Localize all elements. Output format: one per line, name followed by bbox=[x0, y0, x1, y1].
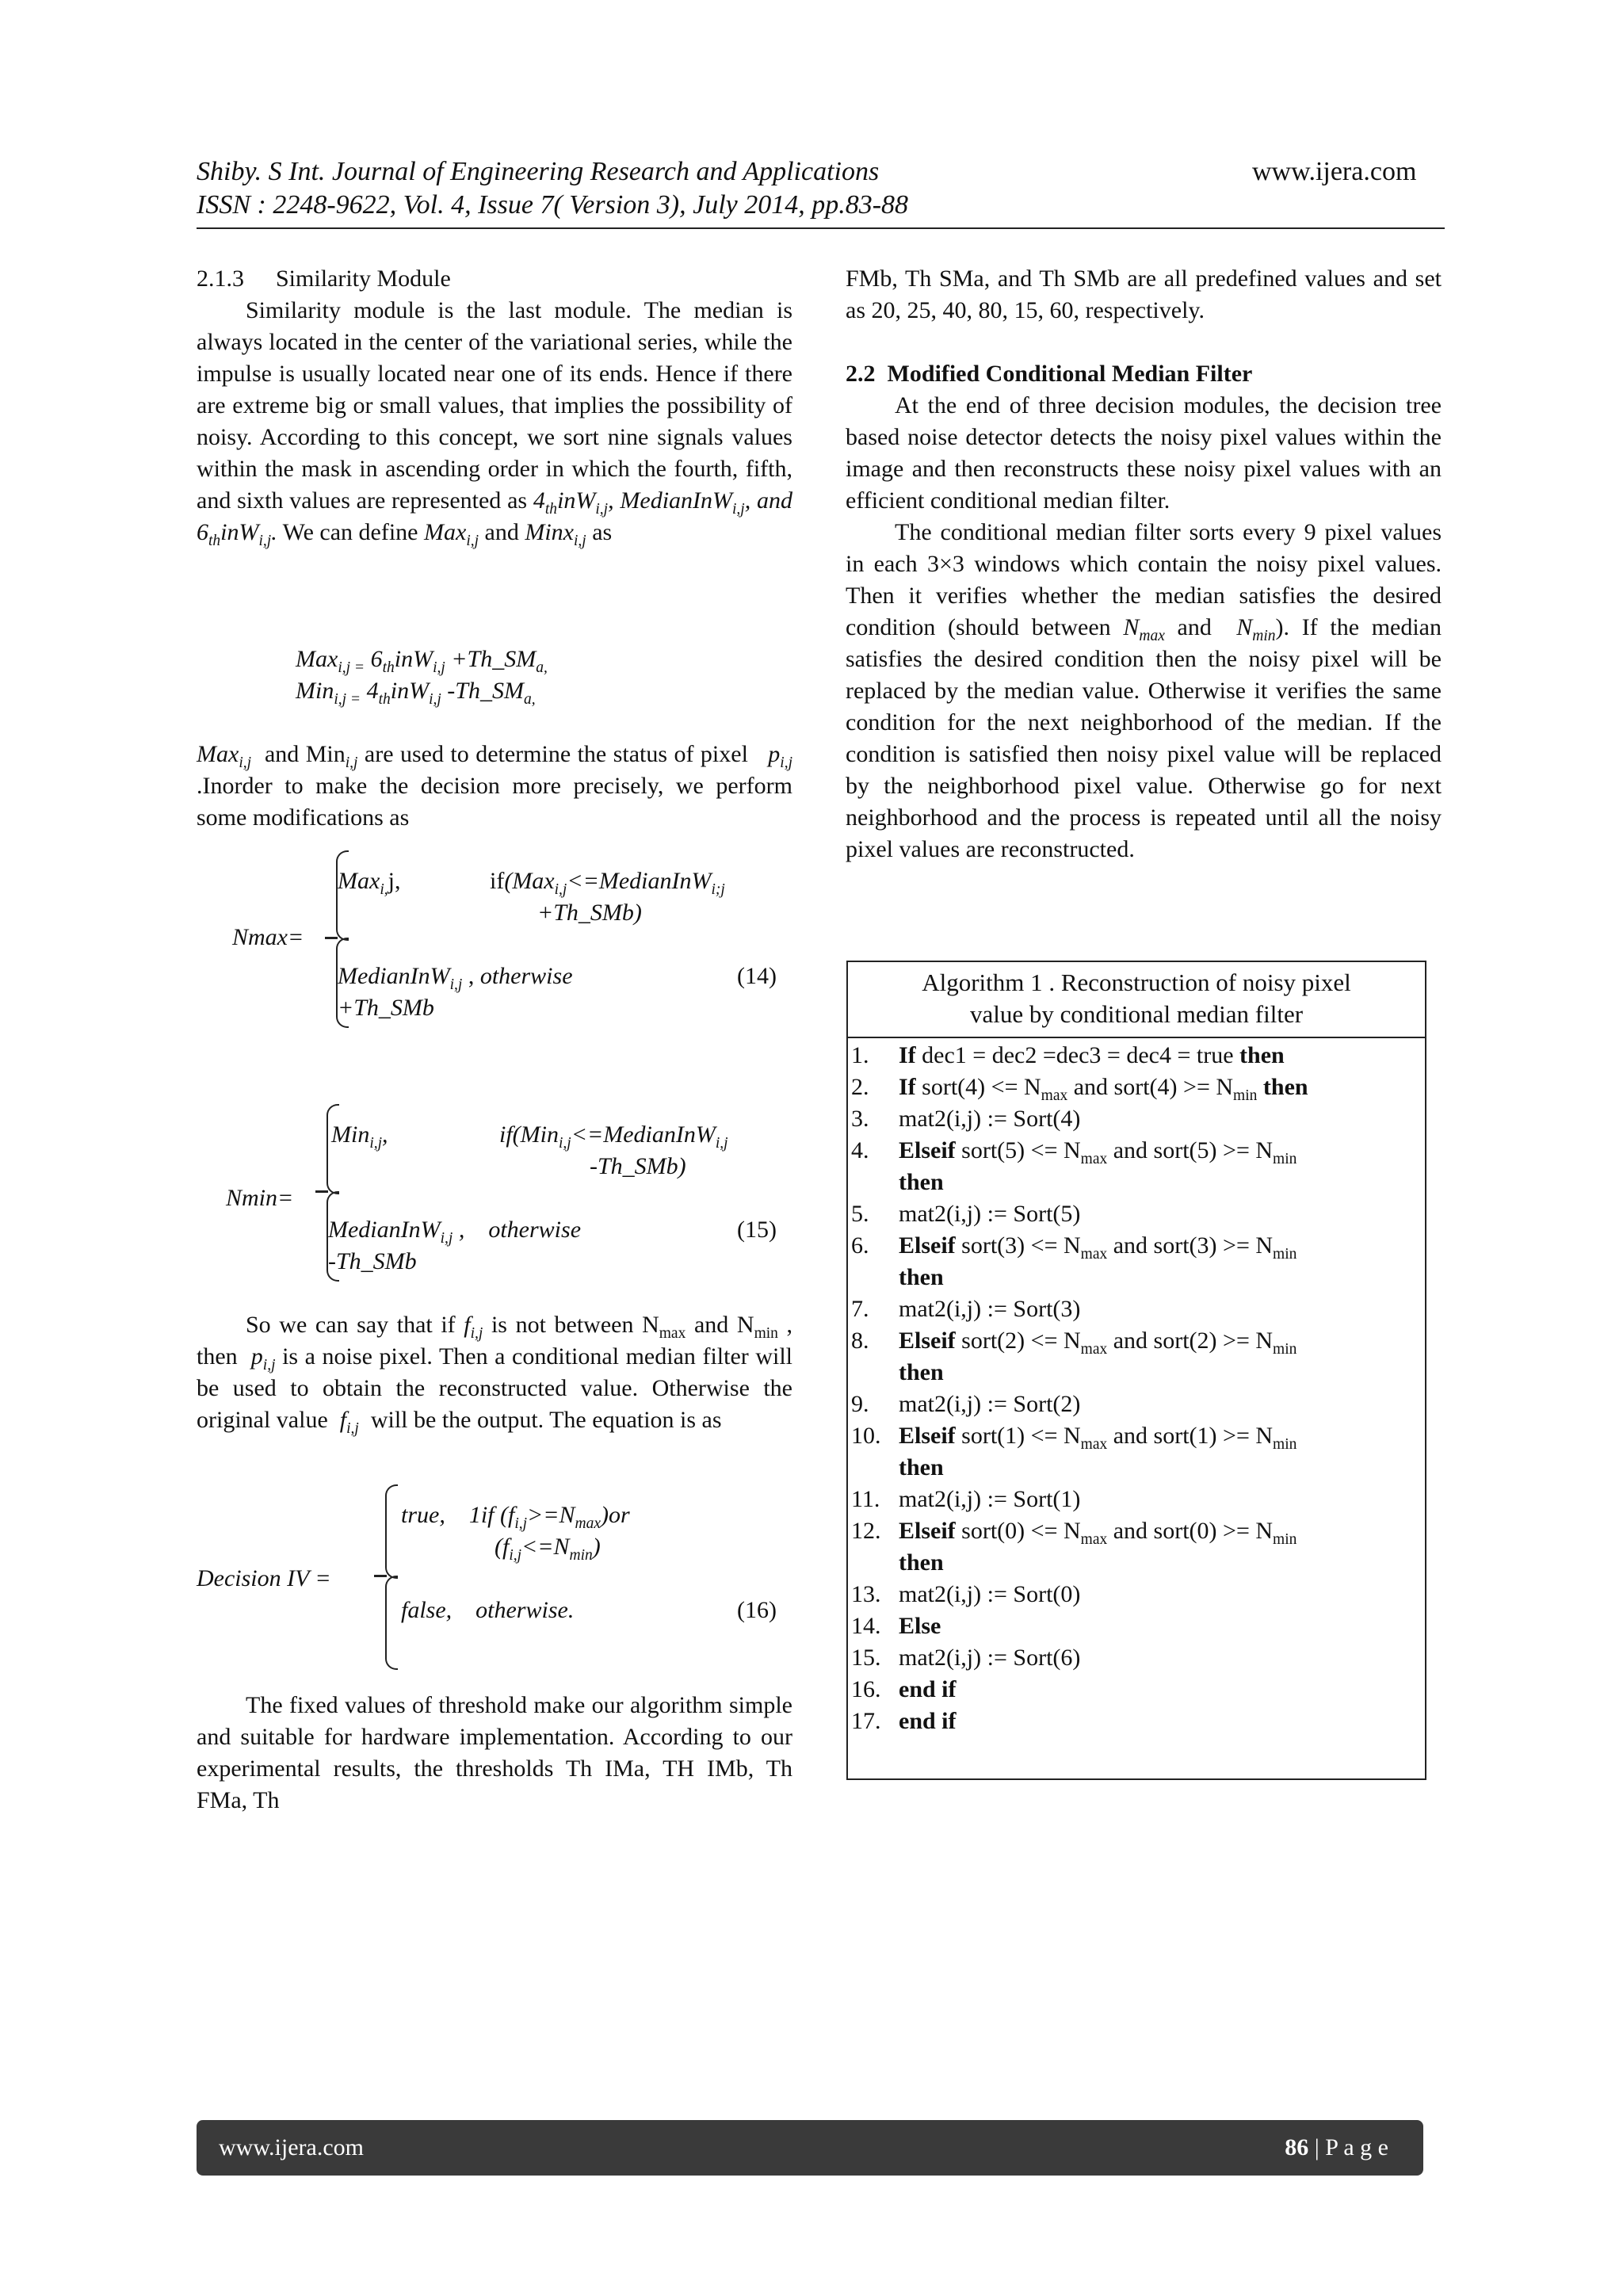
algorithm-line-number: 14. bbox=[851, 1613, 881, 1639]
algorithm-line-number: 5. bbox=[851, 1201, 869, 1227]
algorithm-line-text: then bbox=[899, 1169, 944, 1195]
noise-pixel-paragraph: So we can say that if $f_{i,j}$ is not between $N_{max}$ and $N_{min}$ , then $p_{i,j}$ is a noise pixel. Then a conditional median filter will be used to obtain the reconstructed value. Otherwise the original value $f_{i,j}$ will be the output. The equation is as bbox=[197, 1312, 793, 1437]
algorithm-line-text: end if bbox=[899, 1708, 957, 1734]
algorithm-line-number: 6. bbox=[851, 1232, 869, 1259]
algorithm-line-text: Elseif sort(2) <= $N_{max}$ and sort(2) >= $N_{min}$ bbox=[899, 1328, 1297, 1358]
algorithm-line-text: then bbox=[899, 1264, 944, 1290]
algorithm-line-text: mat2(i,j) := Sort(2) bbox=[899, 1391, 1081, 1417]
algorithm-line-text: Elseif sort(3) <= $N_{max}$ and sort(3) >= $N_{min}$ bbox=[899, 1232, 1297, 1263]
section-heading-2-2: 2.2 Modified Conditional Median Filter bbox=[846, 361, 1253, 387]
nmin-case-2b: -Th_SMb bbox=[328, 1248, 417, 1274]
equation-number-16: (16) bbox=[737, 1597, 777, 1623]
algorithm-line-number: 10. bbox=[851, 1423, 881, 1449]
max-definition: Max$_{i,j =}$ $6_{th}inW_{i,j}$ $+Th\_SM_{a,}$ bbox=[296, 646, 548, 676]
page-number: 86 | P a g e bbox=[1285, 2134, 1388, 2160]
algorithm-line-number: 3. bbox=[851, 1106, 869, 1132]
decision-modules-paragraph: At the end of three decision modules, the decision tree based noise detector detects the noisy pixel values within the image and then reconstructs these noisy pixel values with an efficient conditional median filter. bbox=[846, 392, 1442, 514]
algorithm-line-text: Else bbox=[899, 1613, 941, 1639]
algorithm-line-text: mat2(i,j) := Sort(4) bbox=[899, 1106, 1081, 1132]
algorithm-line-number: 11. bbox=[851, 1486, 880, 1512]
section-number: 2.1.3 bbox=[197, 266, 244, 292]
algorithm-line-text: If sort(4) <= $N_{max}$ and sort(4) >= $N_{min}$ then bbox=[899, 1074, 1308, 1104]
algorithm-line-text: end if bbox=[899, 1676, 957, 1702]
threshold-paragraph: The fixed values of threshold make our algorithm simple and suitable for hardware implementation. According to our experimental results, the thresholds Th IMa, TH IMb, Th FMa, Th bbox=[197, 1692, 792, 1813]
algorithm-line-text: mat2(i,j) := Sort(6) bbox=[899, 1645, 1081, 1671]
decision-true-case: true, 1if $(f_{i,j}>=N_{max})or$ bbox=[401, 1502, 630, 1532]
algorithm-line-text: then bbox=[899, 1454, 944, 1480]
algorithm-line-number: 15. bbox=[851, 1645, 881, 1671]
nmax-case-1: Max$_{i,}$j, bbox=[338, 868, 401, 898]
algorithm-line-text: mat2(i,j) := Sort(1) bbox=[899, 1486, 1081, 1512]
decision-iv-label: Decision IV = bbox=[197, 1565, 331, 1591]
nmax-case-2: MedianInW$_{i,j}$ , otherwise bbox=[338, 963, 573, 993]
algorithm-line-number: 2. bbox=[851, 1074, 869, 1100]
section-heading-2-1-3 bbox=[197, 263, 792, 295]
algorithm-line-number: 7. bbox=[851, 1296, 869, 1322]
min-definition: Min$_{i,j =}$ $4_{th}inW_{i,j}$ $-Th\_SM_{a,}$ bbox=[296, 678, 536, 708]
header-rule bbox=[197, 227, 1445, 229]
algorithm-line-text: mat2(i,j) := Sort(3) bbox=[899, 1296, 1081, 1322]
brace-upper bbox=[385, 1484, 398, 1579]
algorithm-line-text: Elseif sort(1) <= $N_{max}$ and sort(1) >= $N_{min}$ bbox=[899, 1423, 1297, 1453]
left-column bbox=[197, 263, 792, 548]
page-footer bbox=[197, 2120, 1423, 2176]
section-title: Similarity Module bbox=[276, 266, 451, 292]
algorithm-line-number: 9. bbox=[851, 1391, 869, 1417]
decision-false-case: false, otherwise. bbox=[401, 1597, 575, 1623]
algorithm-box bbox=[846, 961, 1426, 1780]
nmin-case-2: MedianInW$_{i,j}$ , otherwise bbox=[328, 1217, 582, 1247]
algorithm-line-text: mat2(i,j) := Sort(0) bbox=[899, 1581, 1081, 1607]
footer-website[interactable]: www.ijera.com bbox=[219, 2134, 364, 2160]
status-paragraph: Max$_{i,j}$ and Min$_{i,j}$ are used to determine the status of pixel $p_{i,j}$ .Inorder to make the decision more precisely, we perform some modifications as bbox=[197, 741, 792, 831]
nmin-case-1: Min$_{i,j}$, bbox=[331, 1121, 388, 1152]
algorithm-line-number: 16. bbox=[851, 1676, 881, 1702]
journal-title: Shiby. S Int. Journal of Engineering Research and Applications bbox=[197, 157, 880, 186]
algorithm-line-text: mat2(i,j) := Sort(5) bbox=[899, 1201, 1081, 1227]
right-column bbox=[846, 263, 1442, 865]
equation-number-15: (15) bbox=[737, 1217, 777, 1243]
algorithm-line-number: 4. bbox=[851, 1137, 869, 1163]
nmax-cond-1b: +Th_SMb) bbox=[537, 900, 642, 926]
algorithm-line-text: Elseif sort(0) <= $N_{max}$ and sort(0) >= $N_{min}$ bbox=[899, 1518, 1297, 1548]
algorithm-line-number: 12. bbox=[851, 1518, 881, 1544]
nmax-cond-1: if(Max$_{i,j}$<=MedianInW$_{i;j}$ bbox=[490, 868, 725, 898]
decision-true-case-b: $(f_{i,j}<=N_{min})$ bbox=[495, 1534, 601, 1564]
conditional-median-paragraph: The conditional median filter sorts every 9 pixel values in each 3×3 windows which contain the noisy pixel values. Then it verifies whether the median satisfies the desired condition (should between $N_{max}$ and $N_{min}$). If the median satisfies the desired condition then the noisy pixel will be replaced by the median value. Otherwise it verifies the same condition for the next neighborhood of the median. If the condition is satisfied then noisy pixel value will be replaced by the neighborhood pixel value. Otherwise go for next neighborhood and the process is repeated until all the noisy pixel values are reconstructed. bbox=[846, 519, 1442, 862]
journal-website[interactable]: www.ijera.com bbox=[1252, 157, 1417, 186]
algorithm-line-number: 13. bbox=[851, 1581, 881, 1607]
algorithm-line-text: Elseif sort(5) <= $N_{max}$ and sort(5) >= $N_{min}$ bbox=[899, 1137, 1297, 1167]
algorithm-line-text: then bbox=[899, 1549, 944, 1576]
journal-issn: ISSN : 2248-9622, Vol. 4, Issue 7( Version 3), July 2014, pp.83-88 bbox=[197, 190, 909, 220]
algorithm-line-number: 17. bbox=[851, 1708, 881, 1734]
brace-lower bbox=[385, 1576, 398, 1670]
algorithm-line-text: If dec1 = dec2 =dec3 = dec4 = true then bbox=[899, 1042, 1285, 1068]
algorithm-title: Algorithm 1 . Reconstruction of noisy pixel value by conditional median filter bbox=[848, 962, 1425, 1038]
nmin-cond-1: if(Min$_{i,j}$<=MedianInW$_{i,j}$ bbox=[499, 1121, 728, 1152]
nmax-case-2b: +Th_SMb bbox=[338, 995, 434, 1021]
nmin-cond-1b: -Th_SMb) bbox=[590, 1153, 686, 1179]
nmax-label: Nmax= bbox=[232, 924, 304, 950]
algorithm-line-number: 8. bbox=[851, 1328, 869, 1354]
nmin-label: Nmin= bbox=[226, 1185, 294, 1211]
threshold-values-paragraph: FMb, Th SMa, and Th SMb are all predefined values and set as 20, 25, 40, 80, 15, 60, respectively. bbox=[846, 266, 1442, 323]
similarity-paragraph: Similarity module is the last module. The median is always located in the center of the variational series, while the impulse is usually located near one of its ends. Hence if there are extreme big or small values, that implies the possibility of noisy. According to this concept, we sort nine signals values within the mask in ascending order in which the fourth, fifth, and sixth values are represented as $4_{th}inW_{i,j}$, MedianInW$_{i,j}$, and $6_{th}inW_{i,j}$. We can define Max$_{i,j}$ and Minx$_{i,j}$ as bbox=[197, 297, 793, 549]
algorithm-line-text: then bbox=[899, 1359, 944, 1385]
algorithm-line-number: 1. bbox=[851, 1042, 869, 1068]
equation-number-14: (14) bbox=[737, 963, 777, 989]
